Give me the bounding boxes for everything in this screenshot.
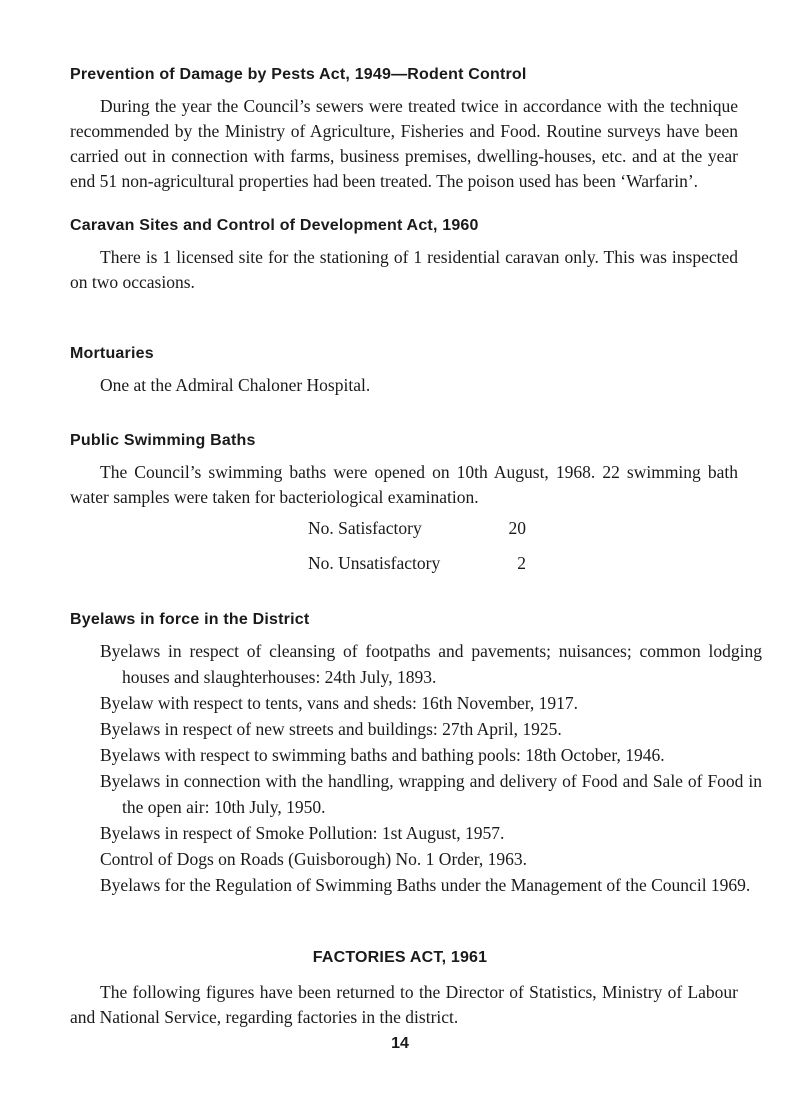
baths-paragraph: The Council’s swimming baths were opened on 10th August, 1968. 22 swimming bath water samples were taken for bacteriological examination. xyxy=(70,462,738,507)
page-number: 14 xyxy=(391,1035,409,1052)
byelaw-item: Byelaws with respect to swimming baths and bathing pools: 18th October, 1946. xyxy=(100,745,665,765)
mortuaries-heading: Mortuaries xyxy=(70,345,154,362)
byelaws-heading: Byelaws in force in the District xyxy=(70,611,310,628)
byelaw-item: Byelaws in respect of new streets and buildings: 27th April, 1925. xyxy=(100,719,562,739)
byelaw-item: Control of Dogs on Roads (Guisborough) No. 1 Order, 1963. xyxy=(100,849,528,869)
byelaw-item: Byelaws for the Regulation of Swimming Baths under the Management of the Council 1969. xyxy=(100,875,751,895)
byelaw-item: Byelaws in respect of Smoke Pollution: 1st August, 1957. xyxy=(100,823,505,843)
caravan-heading: Caravan Sites and Control of Development Act, 1960 xyxy=(70,217,479,234)
byelaw-item: Byelaws in respect of cleansing of footpaths and pavements; nuisances; common lodging houses and slaughterhouses: 24th July, 1893. xyxy=(100,641,762,687)
byelaw-item: Byelaws in connection with the handling, wrapping and delivery of Food and Sale of Food in the open air: 10th July, 1950. xyxy=(100,771,762,817)
sample-label: No. Satisfactory xyxy=(308,518,422,538)
factories-paragraph: The following figures have been returned to the Director of Statistics, Ministry of Labour and National Service, regarding factories in the district. xyxy=(70,982,738,1027)
byelaw-item: Byelaw with respect to tents, vans and sheds: 16th November, 1917. xyxy=(100,693,579,713)
pests-paragraph: During the year the Council’s sewers were treated twice in accordance with the technique recommended by the Ministry of Agriculture, Fisheries and Food. Routine surveys have been carried out in connection with farms, business premises, dwelling-houses, etc. and at the year end 51 non-agricultural properties had been treated. The poison used has been ‘Warfarin’. xyxy=(70,96,738,191)
sample-label: No. Unsatisfactory xyxy=(308,553,441,573)
sample-value: 2 xyxy=(517,553,526,573)
caravan-paragraph: There is 1 licensed site for the stationing of 1 residential caravan only. This was inspected on two occasions. xyxy=(70,247,738,292)
factories-heading: FACTORIES ACT, 1961 xyxy=(312,949,488,966)
mortuaries-paragraph: One at the Admiral Chaloner Hospital. xyxy=(100,375,371,395)
pests-heading: Prevention of Damage by Pests Act, 1949—Rodent Control xyxy=(70,66,527,83)
sample-value: 20 xyxy=(508,518,526,538)
baths-heading: Public Swimming Baths xyxy=(70,432,256,449)
